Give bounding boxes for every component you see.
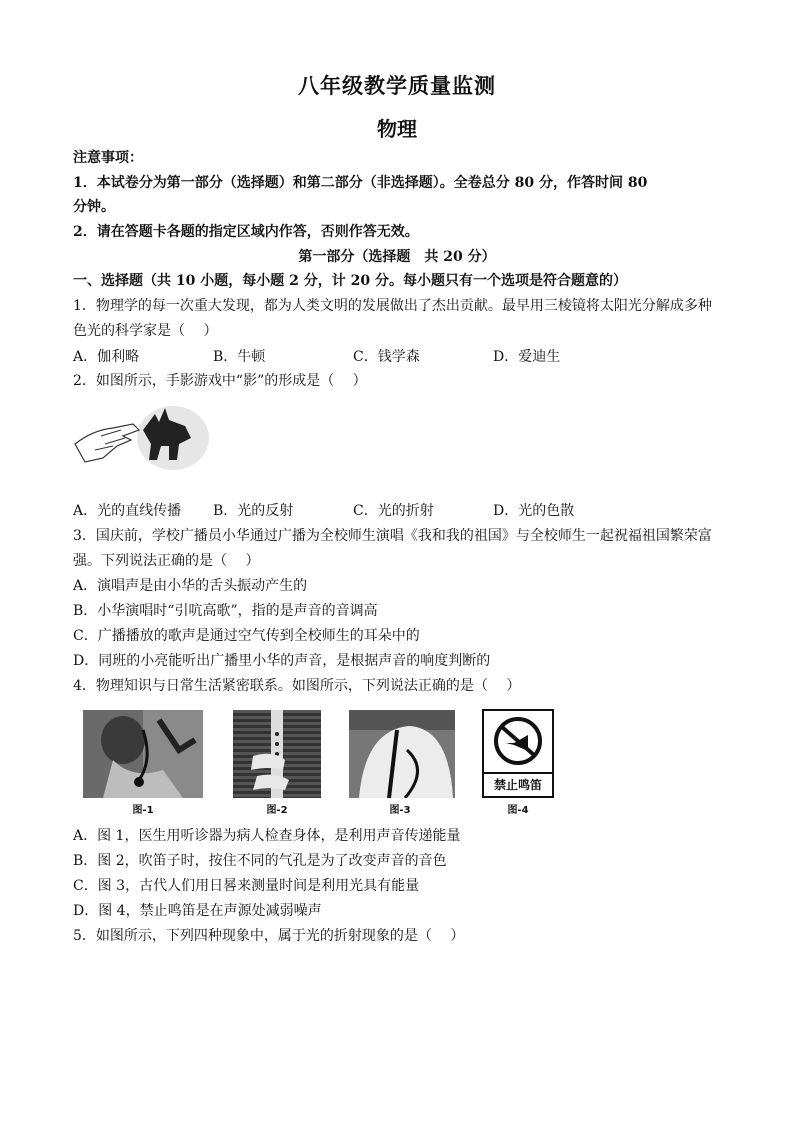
notice-heading: 注意事项： [73,150,143,166]
question-2-stem: 2．如图所示，手影游戏中“影”的形成是（ ） [73,373,367,389]
figure-2-flute-image [233,710,321,798]
figure-2-label: 图-2 [266,805,288,816]
part-1-title: 第一部分（选择题 共 20 分） [298,249,496,265]
question-3-option-c: C．广播播放的歌声是通过空气传到全校师生的耳朵中的 [73,628,420,644]
section-heading: 一、选择题（共 10 小题，每小题 2 分，计 20 分。每小题只有一个选项是符合题意的） [73,273,627,289]
question-2-option-d: D．光的色散 [493,503,575,519]
sign-text: 禁止鸣笛 [484,772,552,796]
hand-shadow-image [73,400,209,470]
question-1-option-a: A．伽利略 [73,349,140,365]
notice-item-1-line-2: 分钟。 [73,199,115,215]
figure-3-label: 图-3 [389,805,411,816]
question-4-option-a: A．图 1，医生用听诊器为病人检查身体，是利用声音传递能量 [73,828,461,844]
question-4-stem: 4．物理知识与日常生活紧密联系。如图所示，下列说法正确的是（ ） [73,678,521,694]
question-2-option-a: A．光的直线传播 [73,503,182,519]
question-3-stem-line-1: 3．国庆前，学校广播员小华通过广播为全校师生演唱《我和我的祖国》与全校师生一起祝福祖国繁荣富 [73,528,712,544]
question-4-option-b: B．图 2，吹笛子时，按住不同的气孔是为了改变声音的音色 [73,853,447,869]
figure-4-no-honking-sign [482,709,554,798]
question-3-option-d: D．同班的小亮能听出广播里小华的声音，是根据声音的响度判断的 [73,653,491,669]
question-3-option-b: B．小华演唱时“引吭高歌”，指的是声音的音调高 [73,603,378,619]
figure-1-label: 图-1 [132,805,154,816]
question-5-stem: 5．如图所示，下列四种现象中，属于光的折射现象的是（ ） [73,928,465,944]
subject-title: 物理 [377,117,417,141]
question-1-option-c: C．钱学森 [353,349,420,365]
figure-4-label: 图-4 [507,805,529,816]
notice-item-2: 2．请在答题卡各题的指定区域内作答，否则作答无效。 [73,224,419,240]
question-1-option-d: D．爱迪生 [493,349,561,365]
figure-3-sundial-image [349,710,455,798]
question-3-stem-line-2: 强。下列说法正确的是（ ） [73,553,260,569]
question-1-stem-line-1: 1．物理学的每一次重大发现，都为人类文明的发展做出了杰出贡献。最早用三棱镜将太阳光分解成多种 [73,298,712,314]
question-3-option-a: A．演唱声是由小华的舌头振动产生的 [73,578,308,594]
notice-item-1-line-1: 1．本试卷分为第一部分（选择题）和第二部分（非选择题）。全卷总分 80 分，作答时间 80 [73,175,648,191]
question-2-option-c: C．光的折射 [353,503,434,519]
question-1-option-b: B．牛顿 [213,349,266,365]
question-4-option-d: D．图 4，禁止鸣笛是在声源处减弱噪声 [73,903,322,919]
figure-1-stethoscope-image [83,710,203,798]
exam-title: 八年级教学质量监测 [298,73,496,98]
question-4-option-c: C．图 3，古代人们用日晷来测量时间是利用光具有能量 [73,878,420,894]
question-2-option-b: B．光的反射 [213,503,294,519]
question-1-stem-line-2: 色光的科学家是（ ） [73,323,218,339]
